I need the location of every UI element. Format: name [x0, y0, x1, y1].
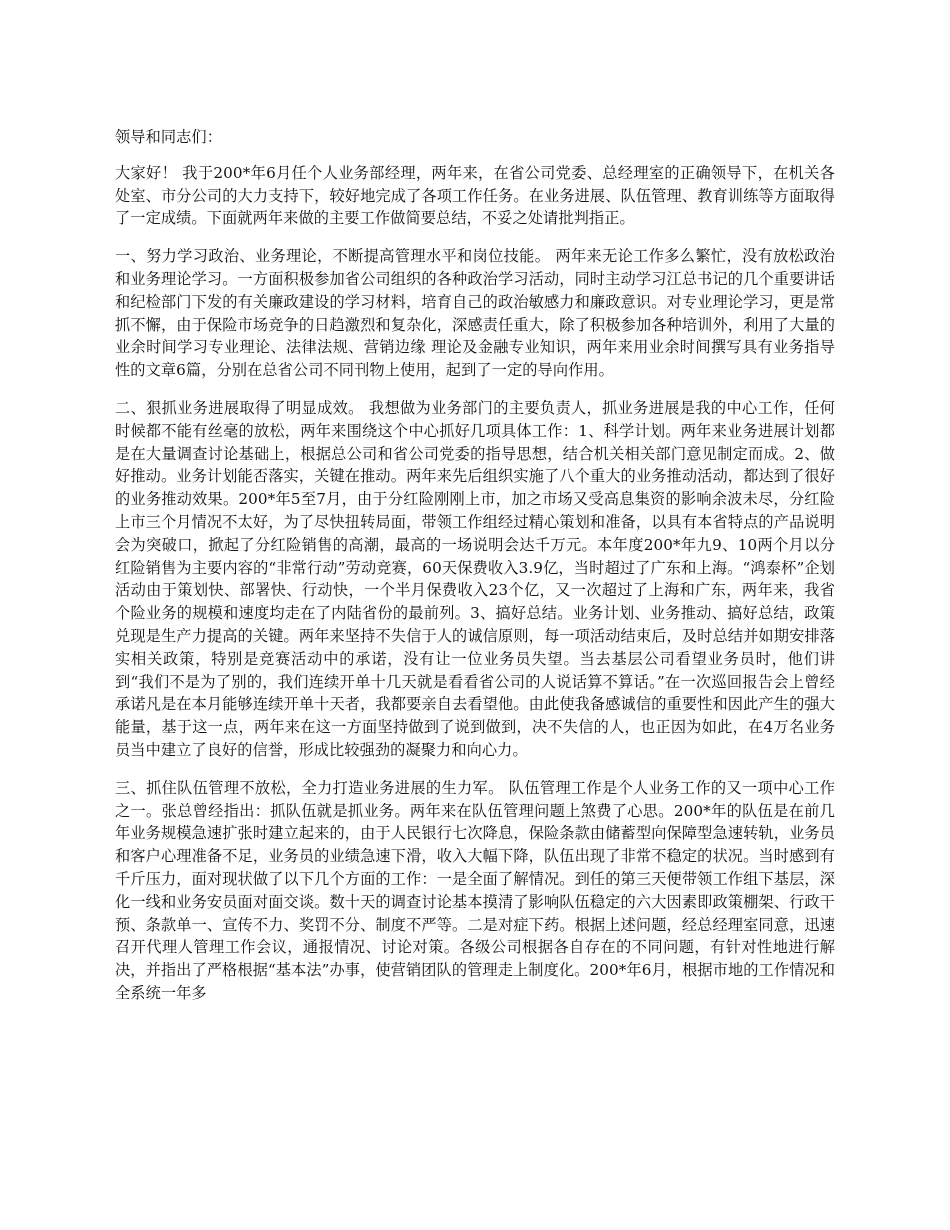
paragraph-section-2: 二、狠抓业务进展取得了明显成效。 我想做为业务部门的主要负责人，抓业务进展是我的中心工作，任何时候都不能有丝毫的放松，两年来围绕这个中心抓好几项具体工作：1、科学计划。两年来业务进展计划都是在大量调查讨论基础上，根据总公司和省公司党委的指导思想，结合机关相关部门意见制定而成。2、做好推动。业务计划能否落实，关键在推动。两年来先后组织实施了八个重大的业务推动活动，都达到了很好的业务推动效果。200*年5至7月，由于分红险刚刚上市，加之市场又受高息集资的影响余波未尽，分红险上市三个月情况不太好，为了尽快扭转局面，带领工作组经过精心策划和准备，以具有本省特点的产品说明会为突破口，掀起了分红险销售的高潮，最高的一场说明会达千万元。本年度200*年九9、10两个月以分红险销售为主要内容的“非常行动”劳动竞赛，60天保费收入3.9亿，当时超过了广东和上海。“鸿泰杯”企划活动由于策划快、部署快、行动快，一个半月保费收入23个亿，又一次超过了上海和广东，两年来，我省个险业务的规模和速度均走在了内陆省份的最前列。3、搞好总结。业务计划、业务推动、搞好总结，政策兑现是生产力提高的关键。两年来坚持不失信于人的诚信原则，每一项活动结束后，及时总结并如期安排落实相关政策，特别是竞赛活动中的承诺，没有让一位业务员失望。当去基层公司看望业务员时，他们讲到“我们不是为了别的，我们连续开单十几天就是看看省公司的人说话算不算话。”在一次巡回报告会上曾经承诺凡是在本月能够连续开单十天者，我都要亲自去看望他。由此使我备感诚信的重要性和因此产生的强大能量，基于这一点，两年来在这一方面坚持做到了说到做到，决不失信的人，也正因为如此，在4万名业务员当中建立了良好的信誉，形成比较强劲的凝聚力和向心力。 [115, 398, 835, 759]
document-page [115, 126, 835, 1020]
paragraph-section-3: 三、抓住队伍管理不放松，全力打造业务进展的生力军。 队伍管理工作是个人业务工作的又一项中心工作之一。张总曾经指出：抓队伍就是抓业务。两年来在队伍管理问题上煞费了心思。200*年的队伍是在前几年业务规模急速扩张时建立起来的，由于人民银行七次降息，保险条款由储蓄型向保障型急速转轨，业务员和客户心理准备不足，业务员的业绩急速下滑，收入大幅下降，队伍出现了非常不稳定的状况。当时感到有千斤压力，面对现状做了以下几个方面的工作：一是全面了解情况。到任的第三天便带领工作组下基层，深化一线和业务安员面对面交谈。数十天的调查讨论基本摸清了影响队伍稳定的六大因素即政策棚架、行政干预、条款单一、宣传不力、奖罚不分、制度不严等。二是对症下药。根据上述问题，经总经理室同意，迅速召开代理人管理工作会议，通报情况、讨论对策。各级公司根据各自存在的不同问题，有针对性地进行解决，并指出了严格根据“基本法”办事，使营销团队的管理走上制度化。200*年6月，根据市地的工作情况和全系统一年多 [115, 778, 835, 1002]
greeting-line: 领导和同志们： [115, 128, 223, 146]
paragraph-section-1: 一、努力学习政治、业务理论，不断提高管理水平和岗位技能。 两年来无论工作多么繁忙，没有放松政治和业务理论学习。一方面积极参加省公司组织的各种政治学习活动，同时主动学习江总书记的几个重要讲话和纪检部门下发的有关廉政建设的学习材料，培育自己的政治敏感力和廉政意识。对专业理论学习，更是常抓不懈，由于保险市场竞争的日趋激烈和复杂化，深感责任重大，除了积极参加各种培训外，利用了大量的业余时间学习专业理论、法律法规、营销边缘 理论及金融专业知识，两年来用业余时间撰写具有业务指导性的文章6篇，分别在总省公司不同刊物上使用，起到了一定的导向作用。 [115, 247, 835, 380]
paragraph-intro: 大家好！ 我于200*年6月任个人业务部经理，两年来，在省公司党委、总经理室的正确领导下，在机关各处室、市分公司的大力支持下，较好地完成了各项工作任务。在业务进展、队伍管理、教育训练等方面取得了一定成绩。下面就两年来做的主要工作做简要总结，不妥之处请批判指正。 [115, 163, 835, 228]
